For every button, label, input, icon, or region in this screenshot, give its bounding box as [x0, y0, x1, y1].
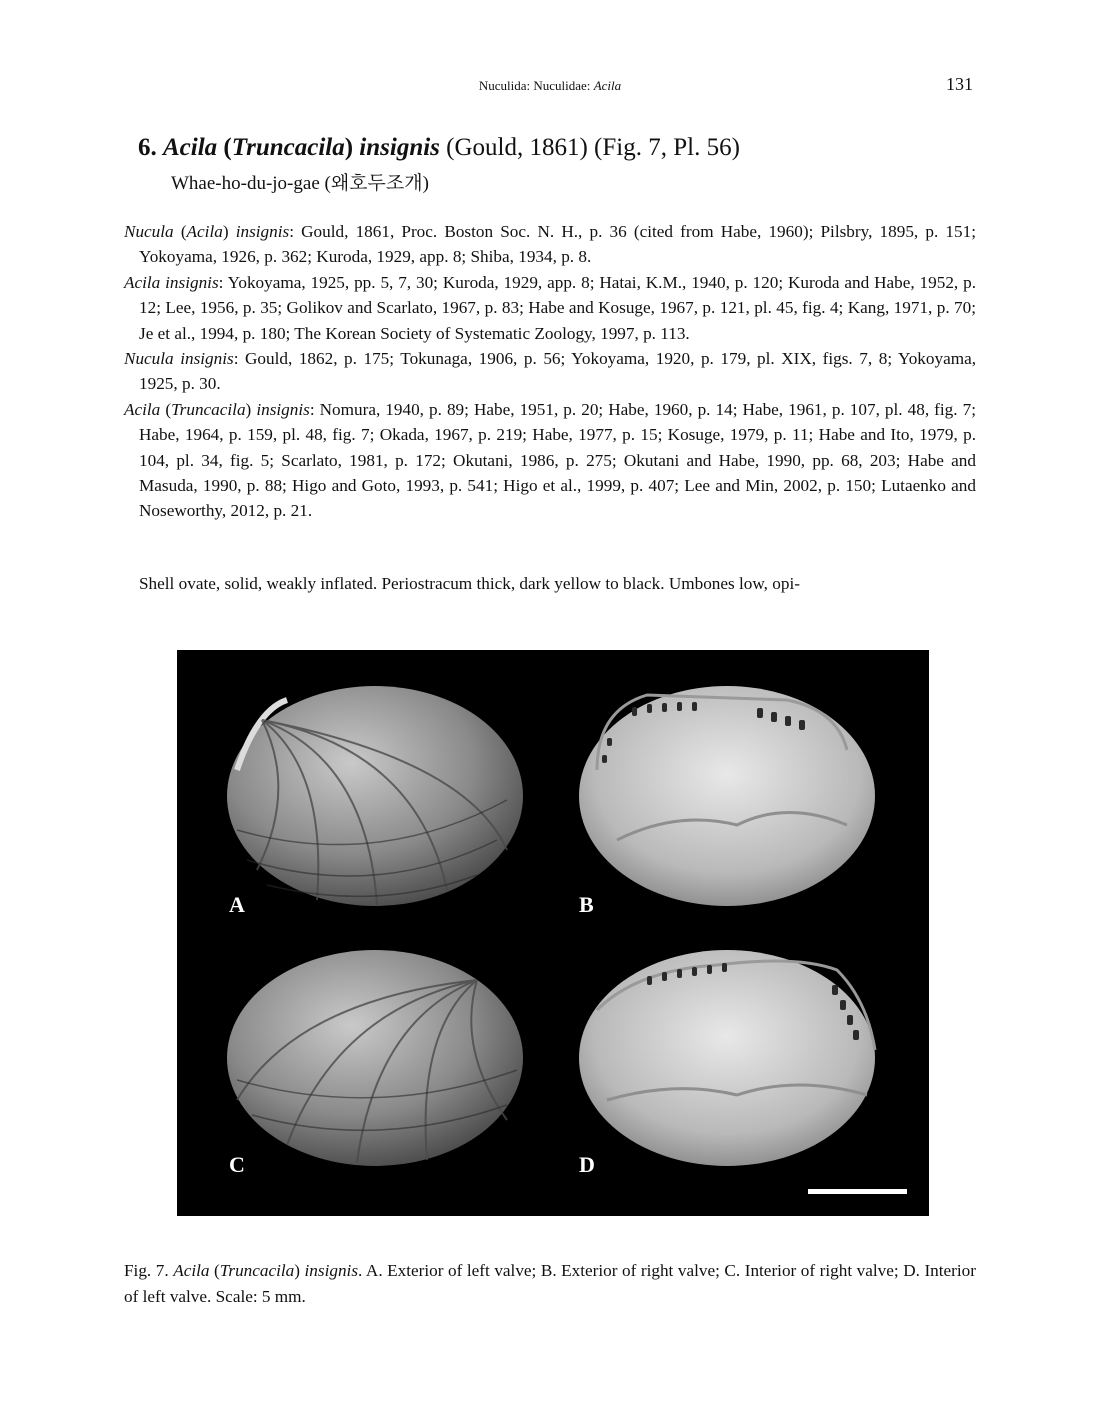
- synonym-epithet: insignis: [235, 222, 290, 241]
- synonymy-entry: Nucula (Acila) insignis: Gould, 1861, Proc. Boston Soc. N. H., p. 36 (cited from Habe, 1960); Pilsbry, 1895, p. 151; Yokoyama, 1926, p. 362; Kuroda, 1929, app. 8; Shiba, 1934, p. 8.: [124, 222, 976, 267]
- synonym-name: Acila insignis: [124, 272, 219, 292]
- synonym-subgenus: Truncacila: [171, 399, 246, 419]
- caption-prefix: Fig. 7.: [124, 1261, 174, 1280]
- species-subgenus: Truncacila: [231, 134, 345, 161]
- running-head: [0, 78, 1100, 94]
- synonym-references: : Gould, 1862, p. 175; Tokunaga, 1906, p. 56; Yokoyama, 1920, p. 179, pl. XIX, figs. 7, 8; Yokoyama, 1925, p. 30.: [139, 349, 976, 394]
- figure-caption: Fig. 7. Acila (Truncacila) insignis. A. Exterior of left valve; B. Exterior of right valve; C. Interior of right valve; D. Interior of left valve. Scale: 5 mm.: [124, 1261, 976, 1306]
- species-authority: (Gould, 1861) (Fig. 7, Pl. 56): [446, 134, 740, 161]
- synonym-epithet: insignis: [256, 399, 310, 419]
- synonym-references: : Gould, 1861, Proc. Boston Soc. N. H., p. 36 (cited from Habe, 1960); Pilsbry, 1895, p. 151; Yokoyama, 1926, p. 362; Kuroda, 1929, app. 8; Shiba, 1934, p. 8.: [139, 222, 976, 267]
- running-head-prefix: Nuculida: Nuculidae:: [478, 78, 594, 93]
- synonym-genus: Acila: [124, 399, 161, 419]
- shell-interior-left-valve: [579, 950, 875, 1166]
- description-text: Shell ovate, solid, weakly inflated. Periostracum thick, dark yellow to black. Umbones low, opi-: [139, 574, 800, 593]
- synonymy-entry: [124, 270, 976, 346]
- panel-label-d: D: [579, 1152, 595, 1177]
- scale-bar: [808, 1189, 907, 1194]
- panel-label-b: B: [579, 892, 594, 917]
- synonymy-list: [124, 219, 976, 524]
- caption-text: . A. Exterior of left valve; B. Exterior of right valve; C. Interior of right valve; D. Interior of left valve. Scale: 5 mm.: [124, 1261, 976, 1306]
- synonym-references: : Nomura, 1940, p. 89; Habe, 1951, p. 20; Habe, 1960, p. 14; Habe, 1961, p. 107, pl. 48, fig. 7; Habe, 1964, p. 159, pl. 48, fig. 7; Okada, 1967, p. 219; Habe, 1977, p. 15; Kosuge, 1979, p. 11; Habe and Ito, 1979, p. 104, pl. 34, fig. 5; Scarlato, 1981, p. 172; Okutani, 1986, p. 275; Okutani and Habe, 1990, pp. 68, 203; Habe and Masuda, 1990, p. 88; Higo and Goto, 1993, p. 541; Higo et al., 1999, p. 407; Lee and Min, 2002, p. 150; Lutaenko and Noseworthy, 2012, p. 21.: [139, 399, 976, 521]
- species-genus: Acila: [163, 134, 218, 161]
- running-head-genus: Acila: [593, 78, 622, 93]
- synonym-references: : Yokoyama, 1925, pp. 5, 7, 30; Kuroda, 1929, app. 8; Hatai, K.M., 1940, p. 120; Kuroda and Habe, 1952, p. 12; Lee, 1956, p. 35; Golikov and Scarlato, 1967, p. 83; Habe and Kosuge, 1967, p. 121, pl. 45, fig. 4; Kang, 1971, p. 70; Je et al., 1994, p. 180; The Korean Society of Systematic Zoology, 1997, p. 113.: [139, 272, 976, 343]
- common-name: Whae-ho-du-jo-gae (왜호두조개): [171, 173, 429, 194]
- shell-exterior-lower-valve: [227, 950, 523, 1166]
- panel-label-c: C: [229, 1152, 245, 1177]
- shell-photographs: [177, 650, 929, 1216]
- caption-epithet: insignis: [304, 1261, 359, 1280]
- species-number: 6.: [138, 134, 157, 161]
- shell-figure-plate: [177, 650, 929, 1216]
- species-title: 6. Acila (Truncacila) insignis (Gould, 1861) (Fig. 7, Pl. 56): [138, 134, 740, 161]
- synonym-subgenus: Acila: [186, 222, 223, 241]
- shell-exterior-left-valve: [227, 686, 523, 906]
- caption-subgenus: Truncacila: [219, 1261, 295, 1280]
- synonymy-entry: Acila (Truncacila) insignis: Nomura, 1940, p. 89; Habe, 1951, p. 20; Habe, 1960, p. 14; Habe, 1961, p. 107, pl. 48, fig. 7; Habe, 1964, p. 159, pl. 48, fig. 7; Okada, 1967, p. 219; Habe, 1977, p. 15; Kosuge, 1979, p. 11; Habe and Ito, 1979, p. 104, pl. 34, fig. 5; Scarlato, 1981, p. 172; Okutani, 1986, p. 275; Okutani and Habe, 1990, pp. 68, 203; Habe and Masuda, 1990, p. 88; Higo and Goto, 1993, p. 541; Higo et al., 1999, p. 407; Lee and Min, 2002, p. 150; Lutaenko and Noseworthy, 2012, p. 21.: [124, 399, 976, 521]
- panel-label-a: A: [229, 892, 245, 917]
- shell-interior-right-valve: [579, 686, 875, 906]
- page-number: 131: [946, 74, 973, 94]
- species-epithet: insignis: [359, 134, 440, 161]
- synonym-name: Nucula insignis: [124, 349, 234, 369]
- caption-genus: Acila: [173, 1261, 210, 1280]
- synonymy-entry: [124, 346, 976, 397]
- synonym-genus: Nucula: [124, 222, 174, 241]
